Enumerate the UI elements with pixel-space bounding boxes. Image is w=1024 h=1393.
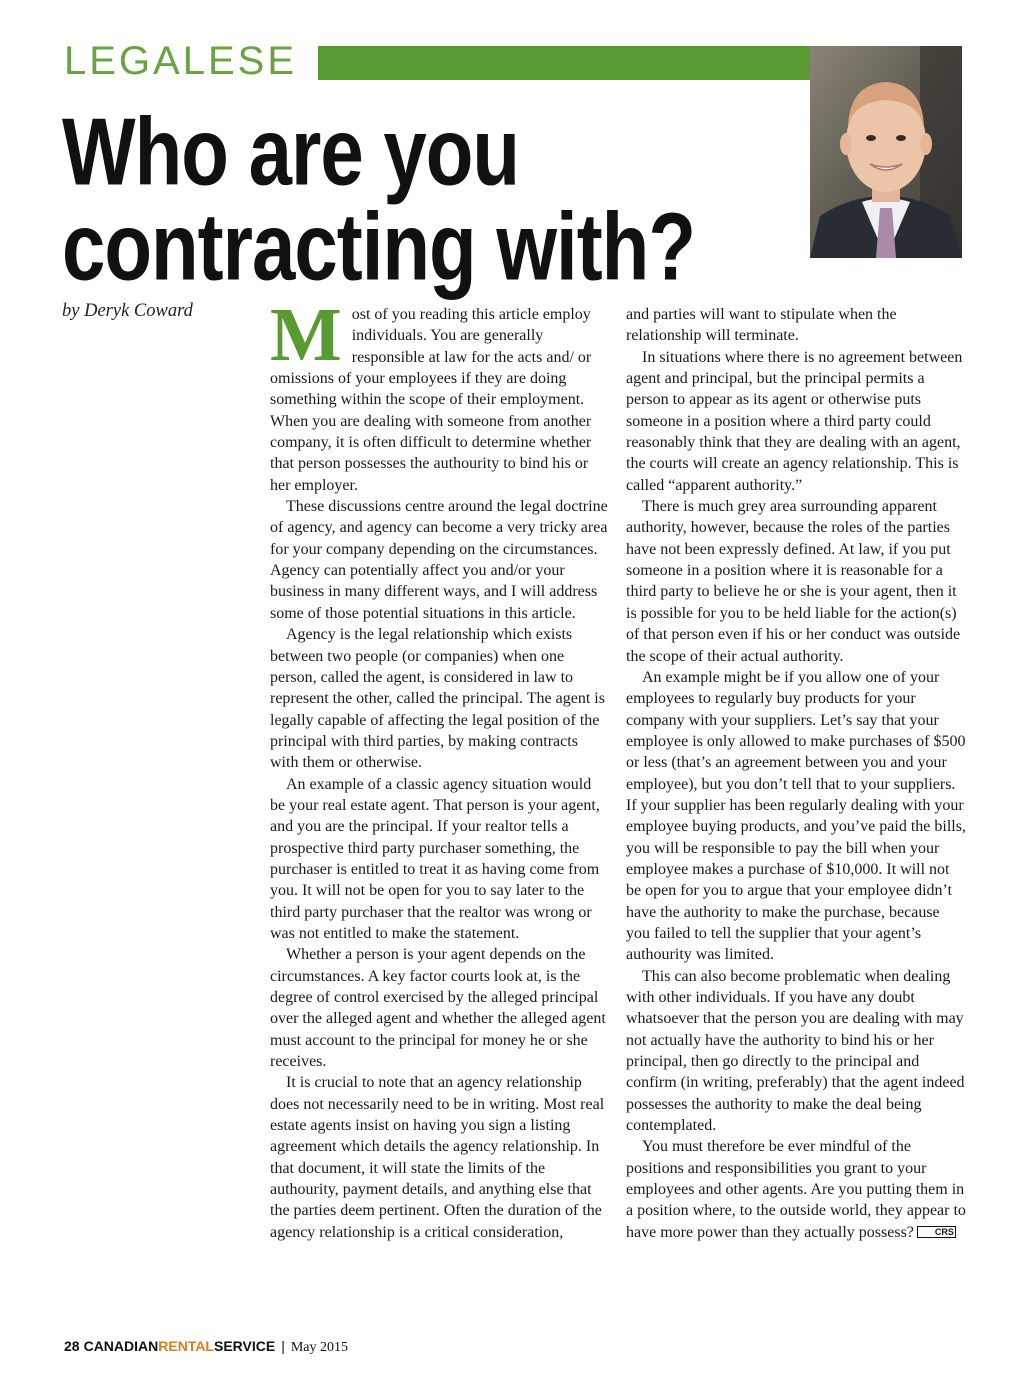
article-paragraph: Whether a person is your agent depends on the circumstances. A key factor courts look at, is the degree of control exercised by the alleged principal over the alleged agent and whether the alleged agent must account to the principal for money he or she receives. xyxy=(270,946,606,1071)
article-column-2 xyxy=(626,304,966,1243)
article-paragraph: Agency is the legal relationship which exists between two people (or companies) when one person, called the agent, is considered in law to represent the other, called the principal. The agent is legally capable of affecting the legal position of the principal with third parties, by making contracts with them or otherwise. xyxy=(270,626,605,772)
article-headline: Who are you contracting with? xyxy=(62,97,695,301)
issue-date: May 2015 xyxy=(290,1340,349,1355)
paragraph-text: ost of you reading this article employ individuals. You are generally responsible at law for the acts and/ or omissions of your employees if they are doing something within the scope of their employment. When you are dealing with someone from another company, it is often difficult to determine whether that person possesses the authourity to bind his or her employer. xyxy=(270,306,592,494)
author-byline: by Deryk Coward xyxy=(62,301,193,321)
article-column-1 xyxy=(270,293,610,1243)
page-number: 28 xyxy=(64,1338,80,1354)
drop-cap: M xyxy=(270,293,342,377)
magazine-brand-part1: CANADIAN xyxy=(83,1338,159,1354)
article-paragraph: and parties will want to stipulate when the relationship will terminate. xyxy=(626,306,897,345)
footer-separator: | xyxy=(281,1338,285,1354)
page-footer xyxy=(64,1338,348,1356)
author-portrait-icon xyxy=(810,46,962,258)
article-paragraph: An example of a classic agency situation would be your real estate agent. That person is your agent, and you are the principal. If your realtor tells a prospective third party purchaser something, the purchaser is entitled to treat it as having come from you. It will not be open for you to say later to the third party purchaser that the realtor was wrong or was not entitled to make the statement. xyxy=(270,775,600,942)
article-paragraph: It is crucial to note that an agency relationship does not necessarily need to be in writing. Most real estate agents insist on having you sign a listing agreement which details the agency relationship. In that document, it will state the limits of the authourity, payment details, and anything else that the parties deem pertinent. Often the duration of the agency relationship is a critical consideration, xyxy=(270,1074,605,1241)
magazine-brand-part2: RENTAL xyxy=(158,1338,214,1354)
crs-end-mark: CRS xyxy=(917,1226,956,1238)
magazine-brand-part3: SERVICE xyxy=(213,1338,276,1354)
article-paragraph: There is much grey area surrounding apparent authority, however, because the roles of the parties have not been expressly defined. At law, if you put someone in a position where it is reasonable for a third party to believe he or she is your agent, then it is possible for you to be held liable for the action(s) of that person even if his or her conduct was outside the scope of their actual authority. xyxy=(626,498,961,665)
article-paragraph: An example might be if you allow one of your employees to regularly buy products for your company with your suppliers. Let’s say that your employee is only allowed to make purchases of $500 or less (that’s an agreement between you and your employee), but you don’t tell that to your suppliers. If your supplier has been regularly dealing with your employee buying products, and you’ve paid the bills, you will be responsible to pay the bill when your employee makes a purchase of $10,000. It will not be open for you to argue that your employee didn’t have the authority to make the purchase, because you failed to tell the supplier that your agent’s authourity was limited. xyxy=(626,668,966,964)
section-label: LEGALESE xyxy=(64,39,298,83)
article-paragraph xyxy=(270,293,610,496)
article-paragraph: These discussions centre around the legal doctrine of agency, and agency can become a very tricky area for your company depending on the circumstances. Agency can potentially affect you and/or your business in many different ways, and I will address some of those potential situations in this article. xyxy=(270,498,608,622)
article-paragraph: This can also become problematic when dealing with other individuals. If you have any doubt whatsoever that the person you are dealing with may not actually have the authority to bind his or her principal, then go directly to the principal and confirm (in writing, preferably) that the agent indeed possesses the authority to make the deal being contemplated. xyxy=(626,967,965,1135)
article-paragraph: In situations where there is no agreement between agent and principal, but the principal permits a person to appear as its agent or otherwise puts someone in a position where a third party could reasonably think that they are dealing with an agent, the courts will create an agency relationship. This is called “apparent authority.” xyxy=(626,348,963,494)
header-accent-bar xyxy=(318,46,810,80)
article-paragraph xyxy=(626,1136,966,1243)
paragraph-text: You must therefore be ever mindful of the positions and responsibilities you grant to your employees and other agents. Are you putting them in a position where, to the outside world, they appear to have more power than they actually possess? xyxy=(626,1138,966,1241)
